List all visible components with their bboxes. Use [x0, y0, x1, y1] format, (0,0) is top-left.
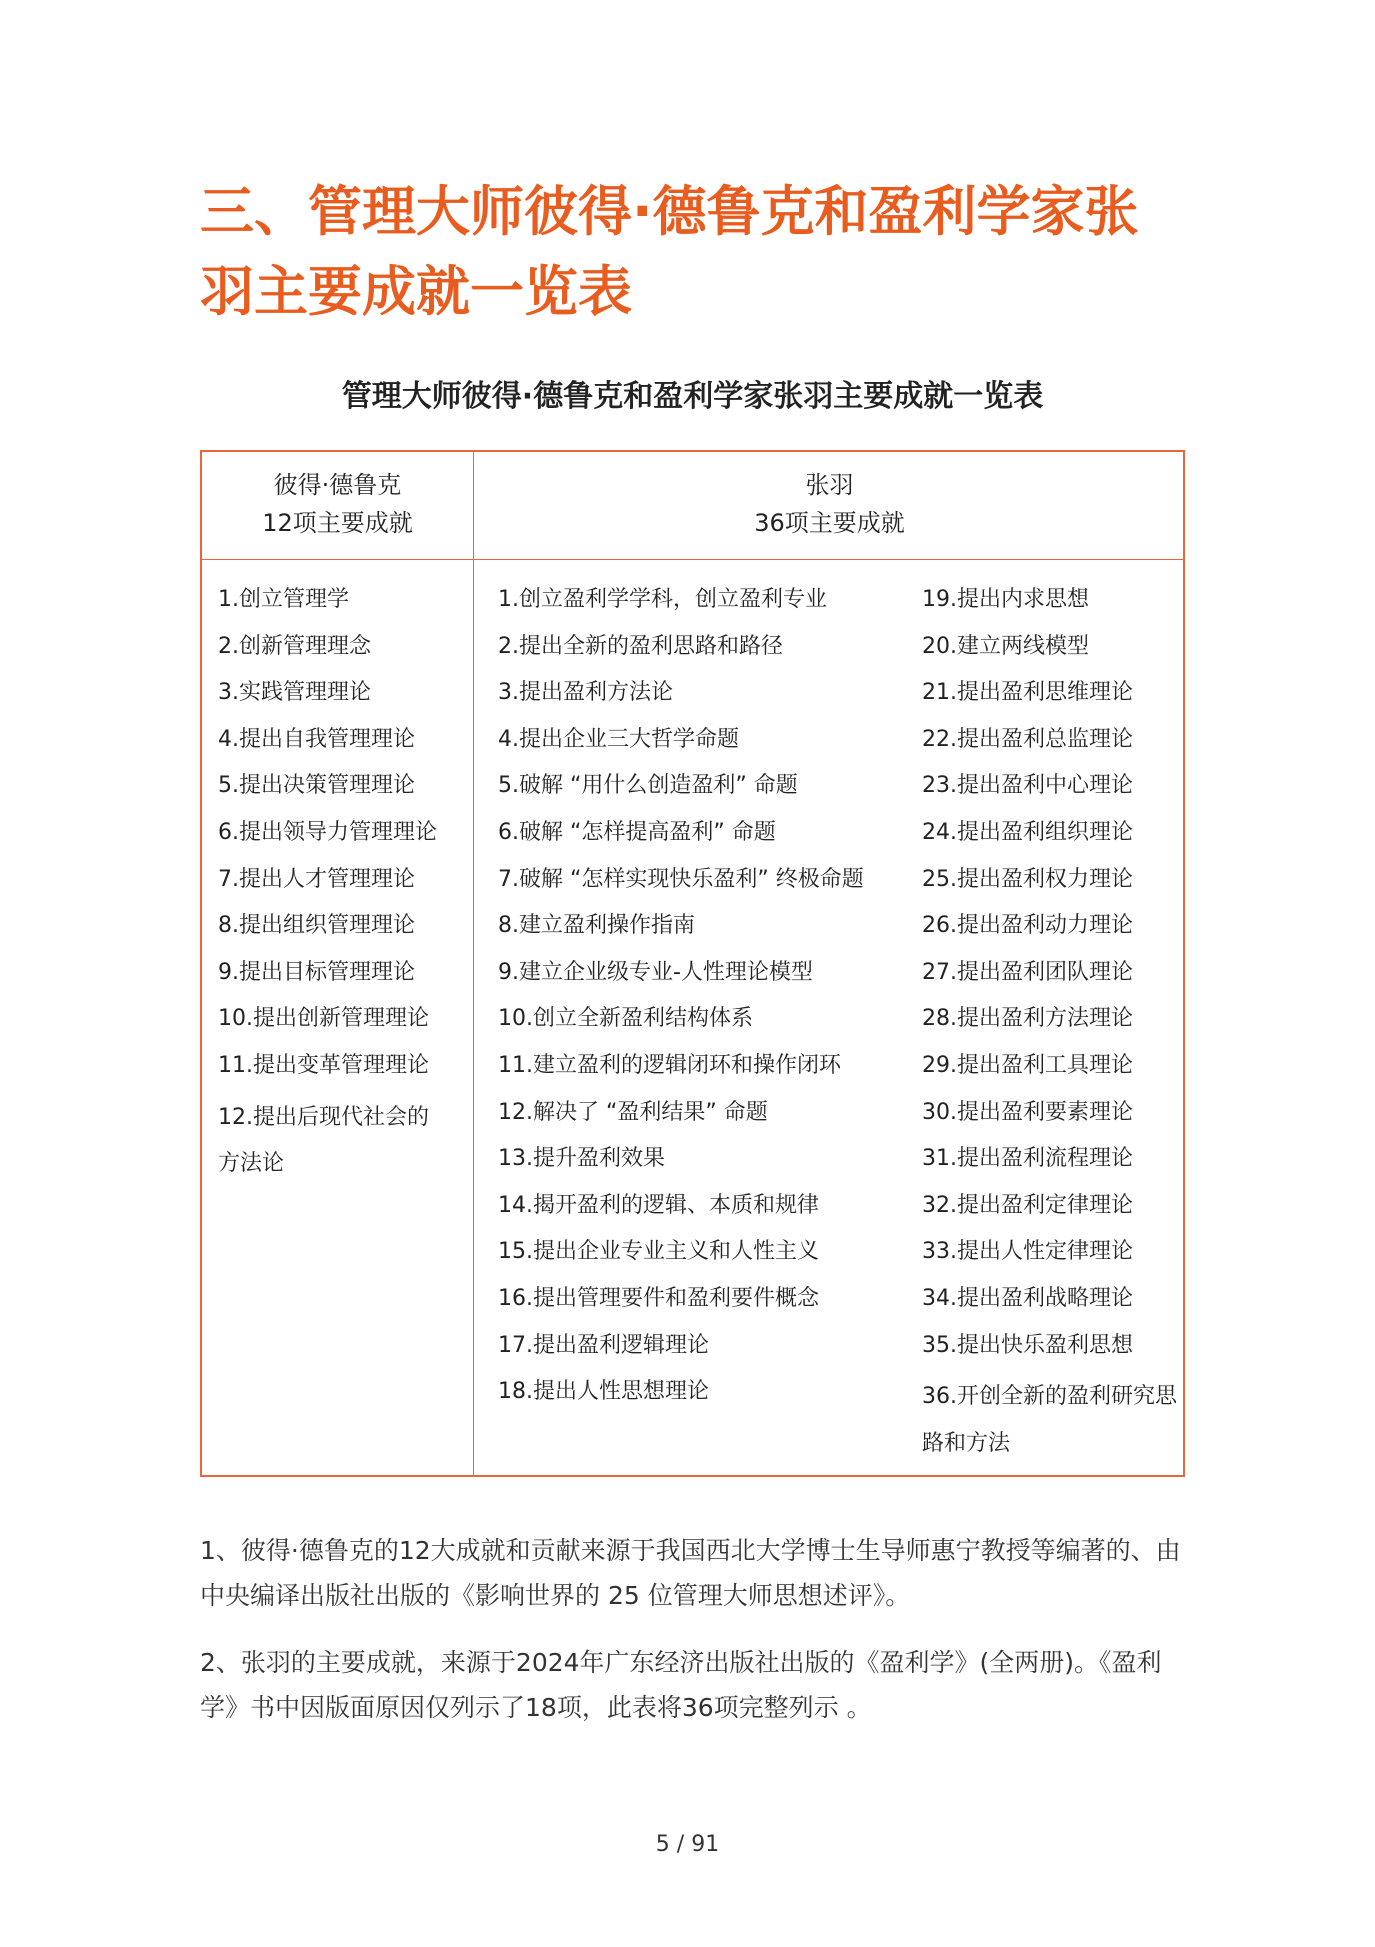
list-item: 1.创立管理学: [218, 587, 349, 612]
list-item: 3.实践管理理论: [218, 680, 371, 706]
list-item: 27.提出盈利团队理论: [922, 959, 1133, 985]
list-item: 4.提出企业三大哲学命题: [498, 726, 739, 752]
list-item: 17.提出盈利逻辑理论: [498, 1332, 709, 1358]
list-item: 33.提出人性定律理论: [922, 1239, 1133, 1265]
table-title: 管理大师彼得·德鲁克和盈利学家张羽主要成就一览表: [341, 379, 1044, 414]
list-item: 7.破解 “怎样实现快乐盈利” 终极命题: [498, 866, 864, 892]
list-item: 7.提出人才管理理论: [218, 866, 415, 892]
list-item: 11.建立盈利的逻辑闭环和操作闭环: [498, 1052, 841, 1078]
list-item: 8.建立盈利操作指南: [498, 913, 695, 939]
list-item: 2.创新管理理念: [218, 633, 371, 659]
list-item: 10.创立全新盈利结构体系: [498, 1006, 753, 1032]
list-item: 1.创立盈利学学科，创立盈利专业: [498, 587, 827, 612]
list-item: 6.提出领导力管理理论: [218, 819, 437, 845]
zhangyu-header-cell: [474, 466, 1185, 542]
list-item: 26.提出盈利动力理论: [922, 913, 1133, 939]
list-item: 20.建立两线模型: [922, 633, 1089, 659]
drucker-header-cell: [202, 466, 473, 542]
list-item: 12.提出后现代社会的方法论: [218, 1104, 429, 1177]
list-item: 10.提出创新管理理论: [218, 1006, 429, 1032]
list-item: 30.提出盈利要素理论: [922, 1099, 1133, 1125]
zhangyu-achievement-list-2: [922, 582, 1182, 1467]
table-header-divider: [202, 559, 1183, 560]
list-item: 5.提出决策管理理论: [218, 773, 415, 799]
zhangyu-name: 张羽: [805, 471, 854, 499]
list-item: 24.提出盈利组织理论: [922, 819, 1133, 845]
list-item: 21.提出盈利思维理论: [922, 680, 1133, 706]
list-item: 9.建立企业级专业-人性理论模型: [498, 959, 813, 985]
table-column-divider: [473, 452, 474, 1475]
list-item: 36.开创全新的盈利研究思路和方法: [922, 1384, 1177, 1456]
drucker-name: 彼得·德鲁克: [273, 471, 402, 499]
list-item: 23.提出盈利中心理论: [922, 773, 1133, 799]
list-item: 5.破解 “用什么创造盈利” 命题: [498, 773, 798, 799]
list-item: 2.提出全新的盈利思路和路径: [498, 633, 783, 659]
list-item: 3.提出盈利方法论: [498, 680, 673, 706]
list-item: 31.提出盈利流程理论: [922, 1146, 1133, 1172]
list-item: 29.提出盈利工具理论: [922, 1052, 1133, 1078]
list-item: 4.提出自我管理理论: [218, 726, 415, 752]
list-item: 8.提出组织管理理论: [218, 913, 415, 939]
list-item: 6.破解 “怎样提高盈利” 命题: [498, 819, 776, 845]
list-item: 12.解决了 “盈利结果” 命题: [498, 1099, 768, 1125]
zhangyu-subtitle: 36项主要成就: [754, 509, 905, 537]
list-item: 14.揭开盈利的逻辑、本质和规律: [498, 1192, 819, 1218]
page-number: 5 / 91: [655, 1832, 720, 1857]
list-item: 16.提出管理要件和盈利要件概念: [498, 1285, 819, 1311]
list-item: 32.提出盈利定律理论: [922, 1192, 1133, 1218]
drucker-subtitle: 12项主要成就: [262, 509, 413, 537]
source-note-1: 1、彼得·德鲁克的12大成就和贡献来源于我国西北大学博士生导师惠宁教授等编著的、由中央编译出版社出版的《影响世界的 25 位管理大师思想述评》。: [200, 1536, 1181, 1610]
list-item: 25.提出盈利权力理论: [922, 866, 1133, 892]
list-item: 19.提出内求思想: [922, 587, 1089, 612]
list-item: 13.提升盈利效果: [498, 1146, 665, 1172]
list-item: 9.提出目标管理理论: [218, 959, 415, 985]
drucker-achievement-list: [218, 582, 468, 1188]
section-heading: 三、管理大师彼得·德鲁克和盈利学家张羽主要成就一览表: [200, 180, 1139, 323]
achievements-table: [200, 450, 1185, 1477]
list-item: 15.提出企业专业主义和人性主义: [498, 1239, 819, 1265]
list-item: 28.提出盈利方法理论: [922, 1006, 1133, 1032]
list-item: 11.提出变革管理理论: [218, 1052, 429, 1078]
list-item: 22.提出盈利总监理论: [922, 726, 1133, 752]
list-item: 18.提出人性思想理论: [498, 1379, 709, 1405]
list-item: 34.提出盈利战略理论: [922, 1285, 1133, 1311]
list-item: 35.提出快乐盈利思想: [922, 1332, 1133, 1358]
zhangyu-achievement-list-1: [498, 582, 918, 1421]
source-note-2: 2、张羽的主要成就，来源于2024年广东经济出版社出版的《盈利学》(全两册)。《盈利学》书中因版面原因仅列示了18项，此表将36项完整列示 。: [200, 1648, 1162, 1722]
